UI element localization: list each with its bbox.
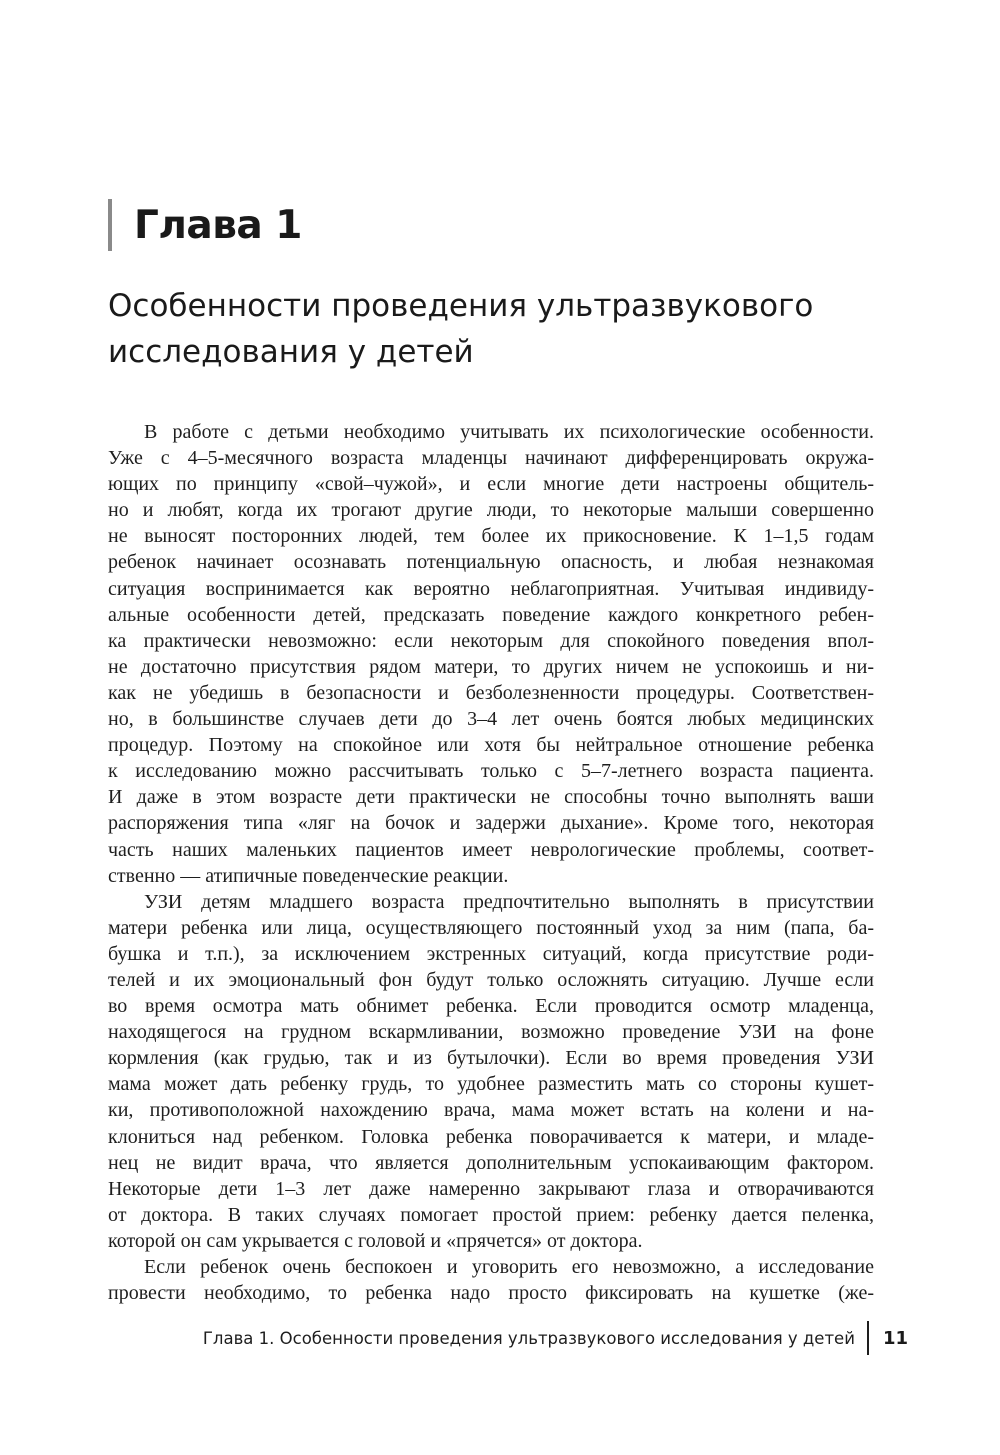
text-line: не выносят посторонних людей, тем более их прикосновение. К 1–1,5 годам <box>108 525 874 548</box>
text-line: телей и их эмоциональный фон будут только осложнять ситуацию. Лучше если <box>108 968 874 991</box>
text-line: ственно — атипичные поведенческие реакции. <box>108 864 509 887</box>
text-line: ки, противоположной нахождению врача, мама может встать на колени и на- <box>108 1099 874 1122</box>
text-line: УЗИ детям младшего возраста предпочтительно выполнять в присутствии <box>144 890 874 913</box>
chapter-title-line: Особенности проведения ультразвукового <box>108 288 814 324</box>
text-line: провести необходимо, то ребенка надо просто фиксировать на кушетке (же- <box>108 1282 874 1305</box>
chapter-accent-bar <box>108 199 112 251</box>
text-line: ребенок начинает осознавать потенциальную опасность, и любая незнакомая <box>108 551 874 574</box>
text-line: ситуация воспринимается как вероятно неблагоприятная. Учитывая индивиду- <box>108 577 874 600</box>
text-line: В работе с детьми необходимо учитывать их психологические особенности. <box>144 421 874 443</box>
footer-divider <box>867 1321 869 1355</box>
text-line: как не убедишь в безопасности и безболезненности процедуры. Соответствен- <box>108 681 874 704</box>
text-line: которой он сам укрывается с головой и «прячется» от доктора. <box>108 1229 643 1252</box>
text-line: к исследованию можно рассчитывать только с 5–7-летнего возраста пациента. <box>108 760 874 783</box>
text-line: Если ребенок очень беспокоен и уговорить его невозможно, а исследование <box>144 1256 874 1278</box>
text-line: мама может дать ребенку грудь, то удобнее разместить мать со стороны кушет- <box>108 1073 874 1096</box>
text-line: но и любят, когда их трогают другие люди, то некоторые малыши совершенно <box>108 499 874 522</box>
text-line: Уже с 4–5-месячного возраста младенцы начинают дифференцировать окружа- <box>108 447 874 470</box>
text-line: ющих по принципу «свой–чужой», и если многие дети настроены общитель- <box>108 473 874 496</box>
text-line: во время осмотра мать обнимет ребенка. Если проводится осмотр младенца, <box>108 995 874 1018</box>
running-head: Глава 1. Особенности проведения ультразвукового исследования у детей <box>202 1328 855 1348</box>
text-line: клониться над ребенком. Головка ребенка поворачивается к матери, и младе- <box>108 1125 874 1148</box>
text-line: от доктора. В таких случаях помогает простой прием: ребенку дается пеленка, <box>108 1203 874 1226</box>
page-footer <box>108 1321 908 1355</box>
chapter-title <box>108 283 908 375</box>
text-line: часть наших маленьких пациентов имеет неврологические проблемы, соответ- <box>108 838 874 861</box>
chapter-label: Глава 1 <box>134 202 302 248</box>
chapter-heading <box>108 198 302 252</box>
text-line: Некоторые дети 1–3 лет даже намеренно закрывают глаза и отворачиваются <box>108 1177 874 1200</box>
text-line: И даже в этом возрасте дети практически не способны точно выполнять ваши <box>108 786 874 809</box>
chapter-title-line: исследования у детей <box>108 334 474 370</box>
text-line: но, в большинстве случаев дети до 3–4 лет очень боятся любых медицинских <box>108 708 874 731</box>
text-line: кормления (как грудью, так и из бутылочки). Если во время проведения УЗИ <box>108 1047 874 1070</box>
text-line: бушка и т.п.), за исключением экстренных ситуаций, когда присутствие роди- <box>108 942 874 965</box>
text-line: находящегося на грудном вскармливании, возможно проведение УЗИ на фоне <box>108 1021 874 1044</box>
text-line: распоряжения типа «ляг на бочок и задержи дыхание». Кроме того, некоторая <box>108 812 874 835</box>
body-text <box>108 419 874 1306</box>
text-line: матери ребенка или лица, осуществляющего постоянный уход за ним (папа, ба- <box>108 916 874 939</box>
text-line: не достаточно присутствия рядом матери, то других ничем не успокоишь и ни- <box>108 655 874 678</box>
text-line: альные особенности детей, предсказать поведение каждого конкретного ребен- <box>108 603 874 626</box>
text-line: ка практически невозможно: если некоторым для спокойного поведения впол- <box>108 629 874 652</box>
page-number: 11 <box>882 1327 908 1349</box>
text-line: процедур. Поэтому на спокойное или хотя бы нейтральное отношение ребенка <box>108 734 874 757</box>
text-line: нец не видит врача, что является дополнительным успокаивающим фактором. <box>108 1151 874 1174</box>
